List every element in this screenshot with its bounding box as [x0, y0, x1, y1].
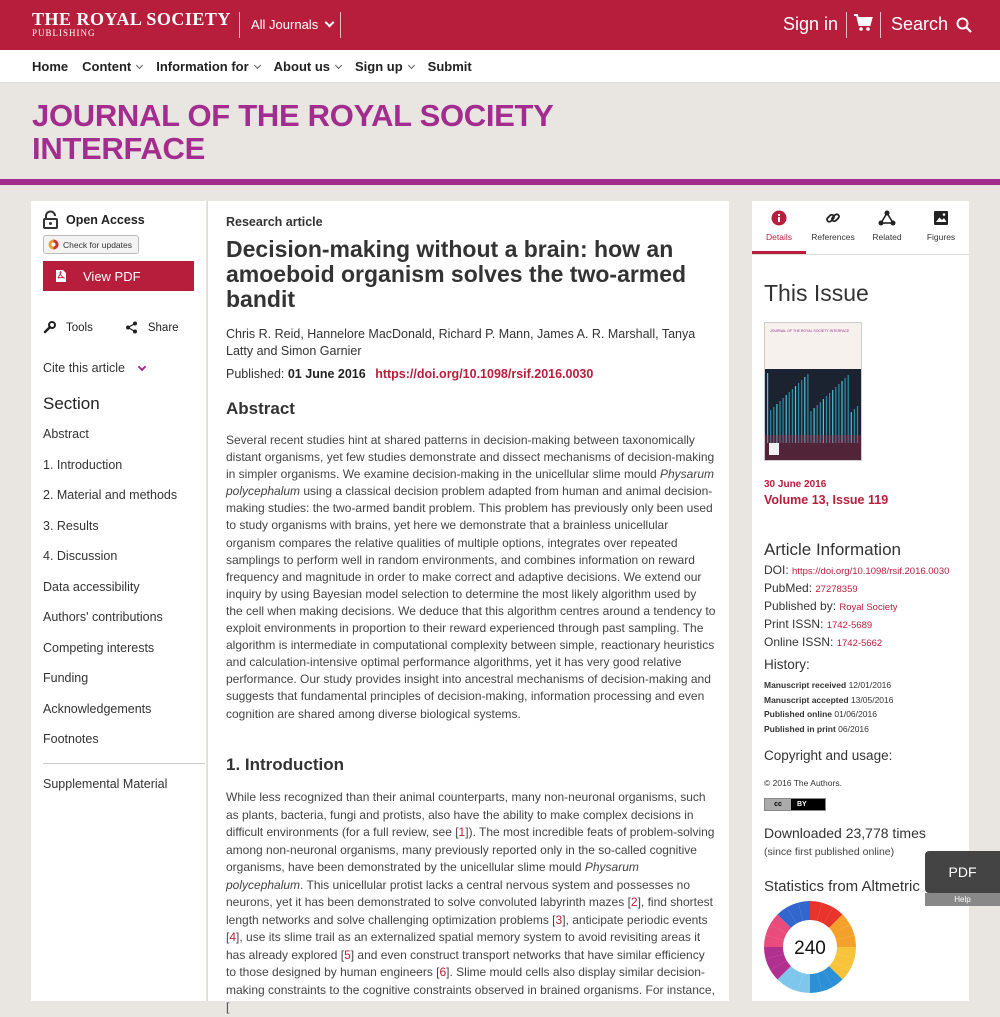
abstract-part: Several recent studies hint at shared patterns in decision-making between taxonomically distant organisms, yet few studies demonstrate and dissect mechanisms of decision-making in simpler organisms. We examine decision-making in the unicellular slime mould: [226, 433, 715, 482]
cover-bar: [835, 387, 836, 443]
open-access-label: Open Access: [66, 213, 145, 227]
doi-link[interactable]: https://doi.org/10.1098/rsif.2016.0030: [375, 367, 594, 381]
chevron-down-icon: [325, 18, 335, 28]
article-tabs: [752, 201, 969, 255]
chevron-down-icon: [138, 362, 146, 370]
publisher-label: Published by:: [764, 599, 837, 613]
cite-this-article[interactable]: [43, 361, 145, 375]
chevron-down-icon: [408, 61, 415, 68]
cart-icon[interactable]: [853, 13, 873, 33]
tab-details-label: Details: [766, 232, 792, 242]
cover-bar: [841, 381, 842, 443]
all-journals-dropdown[interactable]: [251, 17, 333, 32]
reference-link[interactable]: 6: [439, 965, 447, 979]
history-value: 01/06/2016: [834, 709, 877, 719]
reference-link[interactable]: 3: [555, 912, 563, 927]
section-link[interactable]: Footnotes: [43, 732, 99, 746]
reference-link[interactable]: 4: [229, 930, 237, 944]
history-heading: History:: [764, 657, 810, 672]
introduction-text: [226, 789, 716, 1017]
nav-content[interactable]: [82, 59, 142, 74]
chevron-down-icon: [335, 61, 342, 68]
tab-figures[interactable]: [914, 201, 968, 254]
search-icon: [956, 17, 972, 33]
sidebar-divider: [43, 763, 205, 764]
published-line: [226, 367, 593, 381]
online-issn-label: Online ISSN:: [764, 635, 834, 649]
cover-bar: [838, 384, 839, 443]
crossmark-icon: [48, 239, 59, 250]
nav-content-label: Content: [82, 59, 132, 74]
reference-link[interactable]: 5: [344, 947, 351, 962]
article-main: [207, 201, 729, 1014]
cover-bar: [845, 378, 846, 443]
cover-bar: [848, 375, 849, 443]
open-access-badge: [43, 211, 145, 229]
section-heading: Section: [43, 394, 100, 413]
divider: [239, 12, 240, 38]
doi-row: [764, 562, 949, 580]
history-row: [764, 707, 893, 722]
section-link[interactable]: 2. Material and methods: [43, 488, 178, 502]
tab-related-label: Related: [872, 232, 902, 242]
nav-home-label: Home: [32, 59, 69, 74]
issue-date: 30 June 2016: [764, 479, 827, 490]
floating-pdf-button[interactable]: PDF: [925, 851, 1000, 893]
search-button[interactable]: [891, 14, 972, 35]
history-list: [764, 678, 893, 736]
pubmed-row: [764, 580, 949, 598]
all-journals-label: All Journals: [251, 17, 319, 32]
nav-sign-up-label: Sign up: [355, 59, 403, 74]
tab-related[interactable]: [860, 201, 914, 254]
divider: [880, 12, 881, 38]
reference-link[interactable]: 1: [458, 825, 466, 839]
share-label: Share: [147, 321, 179, 334]
cite-label: Cite this article: [43, 361, 125, 375]
history-value: 06/2016: [838, 723, 869, 734]
check-for-updates-label: Check for updates: [63, 239, 132, 250]
species-name: Physarum polycephalum: [226, 860, 639, 892]
download-count: Downloaded 23,778 times: [764, 825, 926, 841]
banner-divider: [0, 179, 1000, 185]
intro-part: . This unicellular protist lacks a central nervous system and possesses no neurons, yet it has been demonstrated to solve convoluted labyrinth mazes [: [226, 877, 691, 909]
cover-bar: [804, 377, 805, 443]
article-information-heading: Article Information: [764, 540, 901, 559]
cc-label: cc: [765, 799, 791, 810]
published-label: Published:: [226, 367, 285, 381]
article-title: Decision-making without a brain: how an amoeboid organism solves the two-armed bandit: [226, 236, 687, 312]
section-link[interactable]: 1. Introduction: [43, 457, 123, 472]
nav-sign-up[interactable]: [355, 59, 414, 74]
article-information-list: [764, 562, 949, 652]
tab-figures-label: Figures: [926, 232, 956, 242]
divider: [340, 12, 341, 38]
section-link[interactable]: Authors' contributions: [43, 610, 163, 624]
this-issue-heading: This Issue: [764, 280, 869, 306]
author-list[interactable]: Chris R. Reid, Hannelore MacDonald, Richard P. Mann, James A. R. Marshall, Tanya Latty and Simon Garnier: [226, 327, 696, 358]
section-link[interactable]: Acknowledgements: [43, 701, 152, 716]
cover-title: JOURNAL OF THE ROYAL SOCIETY INTERFACE: [770, 329, 850, 333]
section-link[interactable]: Competing interests: [43, 640, 155, 655]
section-link[interactable]: 4. Discussion: [43, 549, 118, 563]
history-label: Manuscript received: [764, 680, 847, 690]
journal-title[interactable]: JOURNAL OF THE ROYAL SOCIETY INTERFACE: [32, 98, 553, 166]
history-row: [764, 693, 893, 708]
nav-submit[interactable]: [428, 59, 472, 74]
introduction-heading: 1. Introduction: [226, 755, 345, 774]
share-icon: [125, 321, 138, 334]
tools-label: Tools: [66, 321, 93, 334]
cover-bar: [795, 386, 796, 443]
intro-part: ]. Slime mould cells also display similar decision-making constraints to the cognitive constraints observed in brained organisms. For instance, [: [226, 965, 715, 1014]
divider: [846, 12, 847, 38]
intro-part: ], use its slime trail as an externalized spatial memory system to avoid revisiting areas it has already explored [: [226, 930, 701, 962]
online-issn-link[interactable]: 1742-5662: [836, 638, 883, 649]
history-value: 13/05/2016: [850, 694, 894, 705]
section-link[interactable]: Abstract: [43, 427, 89, 441]
link-icon: [825, 210, 841, 226]
section-link[interactable]: Funding: [43, 671, 89, 685]
chevron-down-icon: [254, 61, 261, 68]
intro-part: While less recognized than their animal counterparts, many non-neuronal organisms, such as plants, bacteria, fungi and protists, also have the ability to make complex decisions in difficult environments (for a full review, see [: [226, 790, 706, 839]
download-since-note: (since first published online): [764, 846, 895, 858]
print-issn-link[interactable]: 1742-5689: [826, 620, 873, 631]
share-button[interactable]: [125, 321, 179, 334]
logo-main-text: THE ROYAL SOCIETY: [32, 9, 231, 29]
main-nav: [0, 50, 1000, 83]
article-type: Research article: [226, 215, 323, 229]
nav-information-for-label: Information for: [156, 59, 249, 74]
altmetric-donut[interactable]: [762, 899, 858, 995]
network-icon: [878, 210, 896, 226]
tab-details[interactable]: [752, 201, 806, 254]
sign-in-link[interactable]: Sign in: [783, 14, 839, 34]
reference-link[interactable]: 2: [630, 895, 638, 909]
history-row: [764, 722, 893, 737]
view-pdf-button[interactable]: [43, 261, 194, 291]
history-row: [764, 678, 893, 693]
royal-society-logo[interactable]: [32, 10, 231, 38]
abstract-heading: Abstract: [226, 399, 295, 418]
history-label: Published online: [764, 709, 833, 719]
abstract-text: [226, 432, 716, 723]
nav-home[interactable]: [32, 59, 68, 74]
copyright-text: © 2016 The Authors.: [764, 778, 842, 788]
wrench-icon: [43, 321, 56, 334]
intro-part: ], find shortest length networks and solve challenging optimization problems [: [226, 895, 713, 927]
left-sidebar: [31, 201, 206, 1001]
print-issn-row: [764, 616, 949, 634]
cc-by-license-badge[interactable]: [764, 798, 826, 811]
cover-bar: [807, 374, 808, 443]
tools-button[interactable]: [43, 321, 93, 334]
chevron-down-icon: [136, 61, 143, 68]
top-bar: [0, 0, 1000, 50]
pubmed-label: PubMed:: [764, 581, 813, 595]
published-date: 01 June 2016: [287, 367, 366, 381]
cover-bar: [798, 383, 799, 443]
view-pdf-label: View PDF: [83, 268, 141, 284]
history-label: Published in print: [764, 723, 836, 734]
search-label: Search: [891, 14, 949, 34]
cover-bar: [767, 373, 768, 443]
history-label: Manuscript accepted: [764, 694, 849, 705]
info-icon: [771, 210, 787, 226]
check-for-updates-button[interactable]: [43, 235, 139, 254]
copyright-heading: Copyright and usage:: [764, 748, 893, 763]
print-issn-label: Print ISSN:: [764, 617, 824, 631]
supplemental-material-link[interactable]: Supplemental Material: [43, 777, 168, 791]
intro-part: ]). The most incredible feats of problem-solving among non-neuronal organisms, many previously reported only in the so-called cognitive organisms, have been demonstrated by the unicellular slime mould: [226, 825, 715, 874]
section-list: [43, 427, 177, 763]
intro-part: ], anticipate periodic events [: [226, 912, 708, 944]
help-button[interactable]: Help: [925, 893, 1000, 906]
tab-references-label: References: [811, 232, 855, 242]
nav-about-us[interactable]: [274, 59, 341, 74]
section-link[interactable]: 3. Results: [43, 518, 99, 533]
pdf-file-icon: [55, 269, 67, 283]
section-link[interactable]: Data accessibility: [43, 579, 140, 594]
cover-bar: [801, 380, 802, 443]
issue-volume-link[interactable]: Volume 13, Issue 119: [764, 493, 889, 507]
online-issn-row: [764, 634, 949, 652]
publisher-link[interactable]: Royal Society: [839, 602, 898, 613]
tab-references[interactable]: [806, 201, 860, 254]
history-value: 12/01/2016: [848, 680, 892, 690]
cover-bar: [792, 389, 793, 443]
pubmed-link[interactable]: 27278359: [815, 584, 858, 595]
altmetric-heading: Statistics from Altmetric: [764, 878, 920, 895]
by-label: BY: [797, 801, 807, 808]
nav-information-for[interactable]: [156, 59, 259, 74]
nav-about-us-label: About us: [273, 59, 330, 74]
species-name: Physarum polycephalum: [226, 467, 714, 499]
doi-label: DOI:: [764, 563, 789, 577]
nav-submit-label: Submit: [427, 59, 472, 74]
publisher-row: [764, 598, 949, 616]
open-lock-icon: [43, 211, 58, 229]
issue-cover-image[interactable]: [764, 322, 862, 461]
doi-value-link[interactable]: https://doi.org/10.1098/rsif.2016.0030: [792, 566, 950, 577]
altmetric-score: 240: [794, 938, 826, 959]
intro-part: ] and even construct transport networks that have similar efficiency to those designed by human engineers [: [226, 947, 705, 979]
logo-sub-text: PUBLISHING: [32, 28, 96, 38]
tools-share-row: [43, 321, 179, 334]
issue-cover-art: [765, 323, 861, 460]
image-icon: [933, 210, 949, 226]
journal-banner: [0, 83, 1000, 179]
abstract-part: using a classical decision problem adapted from human and animal decision-making studies: the two-armed bandit problem. This problem has previously only been used to study organisms with brains, yet here we demonstrate that a brainless unicellular organism compares the relative qualities of multiple options, integrates over repeated samplings to perform well in random environments, and combines information on reward frequency and magnitude in order to make correct and adaptive decisions. We extend our inquiry by using Bayesian model selection to determine the most likely algorithm used by the cell when making decisions. We deduce that this algorithm centres around a tendency to exploit environments in proportion to their reward experienced through past sampling. The algorithm is intermediate in computational complexity between simple, reactionary heuristics and calculation-intensive optimal performance algorithms, yet it has very good relative performance. Our study provides insight into ancestral mechanisms of decision-making and suggests that fundamental principles of decision-making, information processing and even cognition are shared among diverse biological systems.: [226, 484, 716, 721]
